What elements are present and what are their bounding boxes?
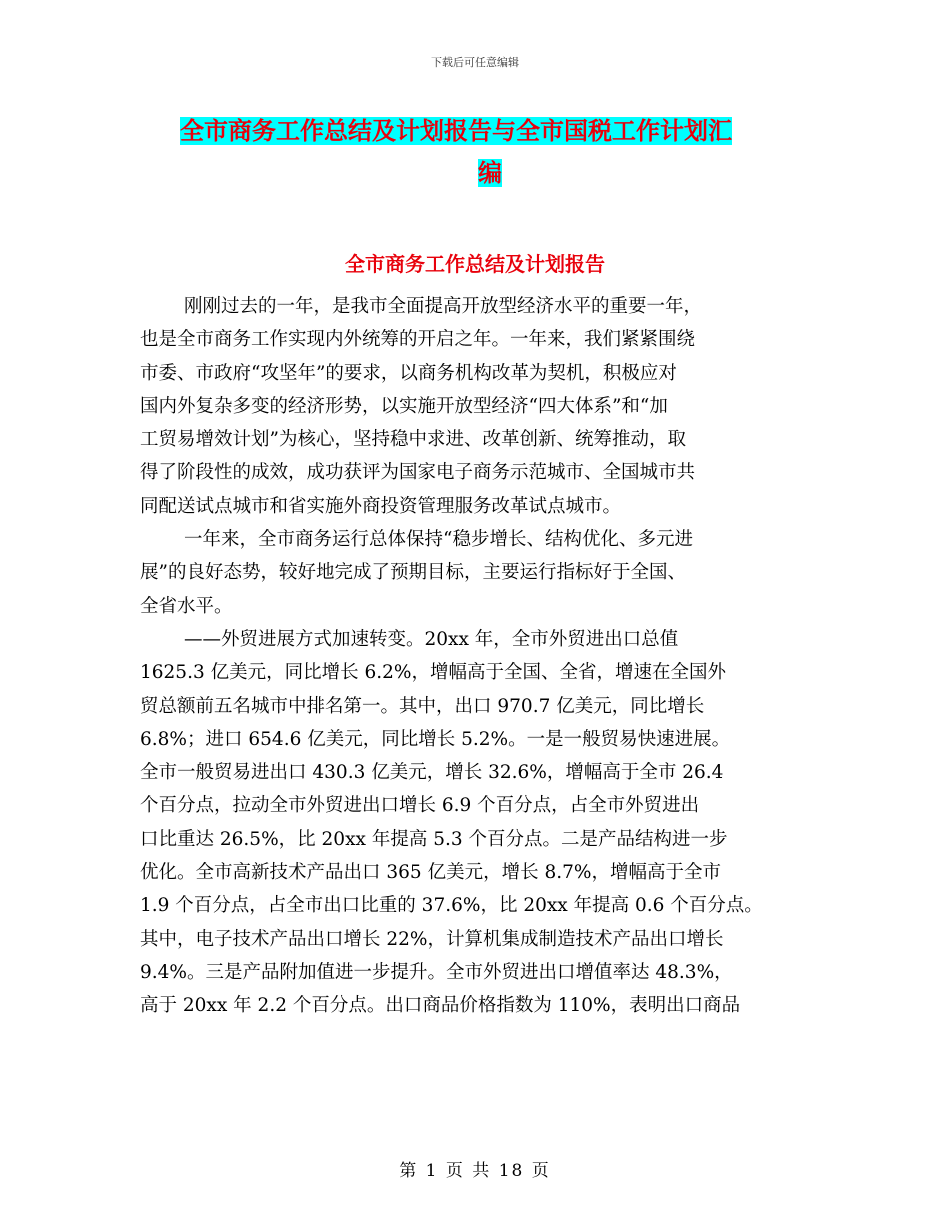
text-line: 贸总额前五名城市中排名第一。其中，出口 970.7 亿美元，同比增长: [140, 695, 705, 717]
text-line: 全市一般贸易进出口 430.3 亿美元，增长 32.6%，增幅高于全市 26.4: [140, 762, 724, 784]
text-line: 全省水平。: [140, 595, 233, 617]
text-line: 也是全市商务工作实现内外统筹的开启之年。一年来，我们紧紧围绕: [140, 329, 696, 351]
text-line: 口比重达 26.5%，比 20xx 年提高 5.3 个百分点。二是产品结构进一步: [140, 828, 728, 850]
text-line: 个百分点，拉动全市外贸进出口增长 6.9 个百分点，占全市外贸进出: [140, 795, 700, 817]
text-line: 市委、市政府“攻坚年”的要求，以商务机构改革为契机，积极应对: [140, 362, 677, 384]
text-line: 其中，电子技术产品出口增长 22%，计算机集成制造技术产品出口增长: [140, 928, 724, 950]
paragraph-1: [140, 290, 820, 523]
document-title-line-1: [180, 110, 820, 152]
document-title: [180, 110, 820, 194]
section-title: 全市商务工作总结及计划报告: [345, 252, 605, 276]
title-highlight-2: 编: [478, 159, 502, 187]
body-text: [140, 290, 820, 1023]
paragraph-3: [140, 623, 820, 1023]
text-line: ——外贸进展方式加速转变。20xx 年，全市外贸进出口总值: [184, 628, 679, 650]
text-line: 展”的良好态势，较好地完成了预期目标，主要运行指标好于全国、: [140, 562, 686, 584]
header-note: 下载后可任意编辑: [431, 56, 519, 69]
paragraph-2: [140, 523, 820, 623]
text-line: 工贸易增效计划”为核心，坚持稳中求进、改革创新、统筹推动，取: [140, 429, 686, 451]
page-footer: 第 1 页 共 18 页: [399, 1161, 551, 1181]
text-line: 9.4%。三是产品附加值进一步提升。全市外贸进出口增值率达 48.3%，: [140, 961, 733, 983]
title-highlight-1: 全市商务工作总结及计划报告与全市国税工作计划汇: [180, 117, 732, 145]
text-line: 国内外复杂多变的经济形势，以实施开放型经济“四大体系”和“加: [140, 395, 668, 417]
text-line: 1625.3 亿美元，同比增长 6.2%，增幅高于全国、全省，增速在全国外: [140, 662, 726, 684]
document-title-line-2: [180, 152, 820, 194]
text-line: 6.8%；进口 654.6 亿美元，同比增长 5.2%。一是一般贸易快速进展。: [140, 728, 731, 750]
text-line: 同配送试点城市和省实施外商投资管理服务改革试点城市。: [140, 495, 622, 517]
text-line: 优化。全市高新技术产品出口 365 亿美元，增长 8.7%，增幅高于全市: [140, 862, 721, 884]
text-line: 刚刚过去的一年，是我市全面提高开放型经济水平的重要一年，: [184, 296, 703, 317]
text-line: 高于 20xx 年 2.2 个百分点。出口商品价格指数为 110%，表明出口商品: [140, 995, 741, 1017]
text-line: 得了阶段性的成效，成功获评为国家电子商务示范城市、全国城市共: [140, 462, 696, 484]
text-line: 一年来，全市商务运行总体保持“稳步增长、结构优化、多元进: [184, 529, 693, 551]
text-line: 1.9 个百分点，占全市出口比重的 37.6%，比 20xx 年提高 0.6 个百分点。: [140, 895, 763, 917]
